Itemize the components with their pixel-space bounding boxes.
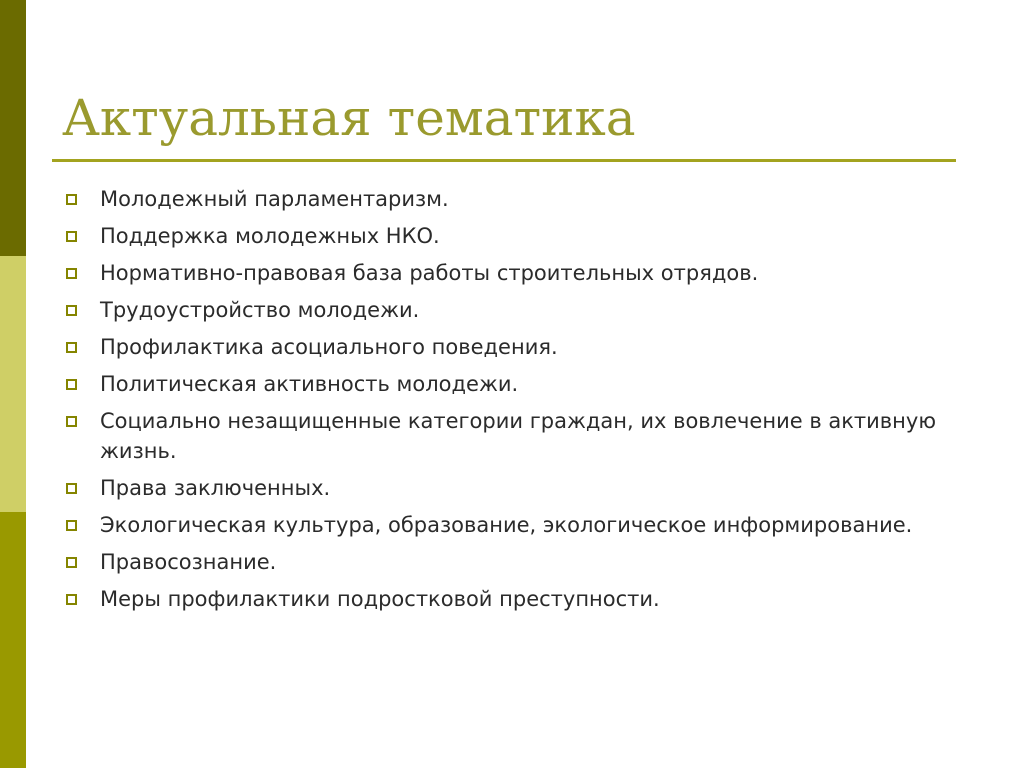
list-item-text: Социально незащищенные категории граждан, их вовлечение в активную жизнь. xyxy=(100,409,937,463)
square-bullet-icon xyxy=(66,342,77,353)
strip-segment-light xyxy=(0,256,26,512)
slide-title: Актуальная тематика xyxy=(62,89,636,147)
list-item-text: Профилактика асоциального поведения. xyxy=(100,335,558,359)
list-item-text: Поддержка молодежных НКО. xyxy=(100,224,440,248)
list-item-text: Экологическая культура, образование, экологическое информирование. xyxy=(100,513,913,537)
strip-segment-olive xyxy=(0,512,26,768)
square-bullet-icon xyxy=(66,416,77,427)
decorative-side-strip xyxy=(0,0,26,768)
list-item-text: Права заключенных. xyxy=(100,476,331,500)
list-item-text: Политическая активность молодежи. xyxy=(100,372,519,396)
list-item xyxy=(64,369,984,399)
list-item xyxy=(64,406,984,466)
square-bullet-icon xyxy=(66,194,77,205)
list-item-text: Меры профилактики подростковой преступности. xyxy=(100,587,660,611)
square-bullet-icon xyxy=(66,594,77,605)
list-item xyxy=(64,547,984,577)
square-bullet-icon xyxy=(66,379,77,390)
list-item xyxy=(64,473,984,503)
list-item-text: Трудоустройство молодежи. xyxy=(100,298,420,322)
strip-segment-dark xyxy=(0,0,26,256)
list-item xyxy=(64,184,984,214)
list-item xyxy=(64,295,984,325)
list-item xyxy=(64,584,984,614)
square-bullet-icon xyxy=(66,520,77,531)
list-item-text: Нормативно-правовая база работы строительных отрядов. xyxy=(100,261,759,285)
bullet-list xyxy=(64,184,984,621)
list-item xyxy=(64,258,984,288)
square-bullet-icon xyxy=(66,557,77,568)
list-item-text: Правосознание. xyxy=(100,550,277,574)
title-underline xyxy=(52,159,956,162)
square-bullet-icon xyxy=(66,305,77,316)
square-bullet-icon xyxy=(66,483,77,494)
square-bullet-icon xyxy=(66,268,77,279)
list-item-text: Молодежный парламентаризм. xyxy=(100,187,449,211)
square-bullet-icon xyxy=(66,231,77,242)
list-item xyxy=(64,332,984,362)
list-item xyxy=(64,221,984,251)
list-item xyxy=(64,510,984,540)
